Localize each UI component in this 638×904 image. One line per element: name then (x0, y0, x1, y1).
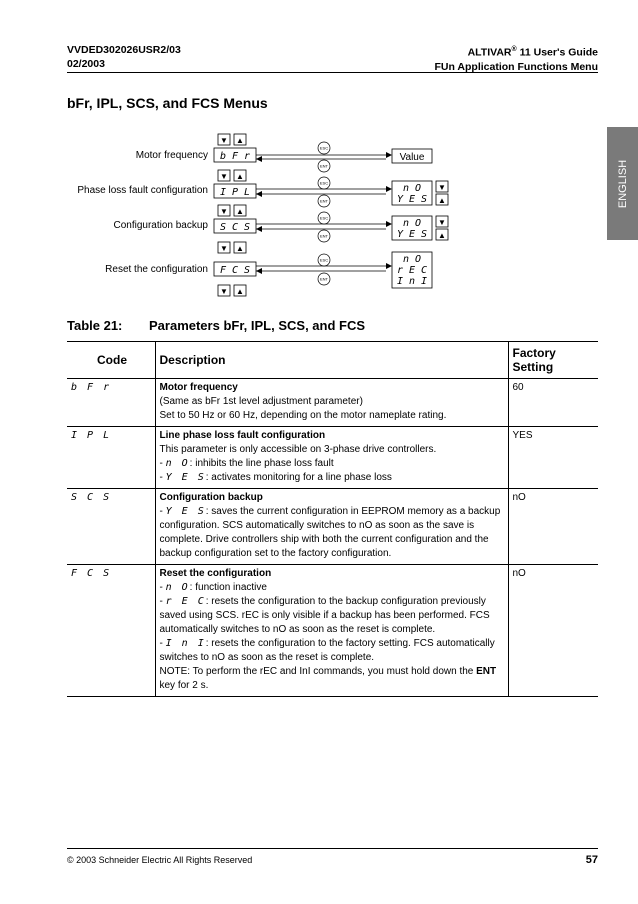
description-cell (155, 565, 508, 697)
down-arrow-icon: ▼ (438, 218, 446, 227)
option-value: n O (402, 183, 422, 194)
table-row (67, 427, 598, 489)
down-arrow-icon: ▼ (220, 244, 228, 253)
description-line: This parameter is only accessible on 3-phase drive controllers. (159, 444, 437, 455)
diagram-row-fcs (105, 242, 432, 296)
description-line: (Same as bFr 1st level adjustment parameter) (159, 396, 363, 407)
value-label: Value (399, 152, 425, 163)
parameters-table (67, 341, 598, 697)
table-header-row (67, 342, 598, 379)
option-value: n O (402, 218, 422, 229)
parameter-name: Line phase loss fault configuration (159, 430, 326, 441)
down-arrow-icon: ▼ (220, 172, 228, 181)
option-value: Y E S (396, 194, 428, 205)
table-row (67, 489, 598, 565)
up-arrow-icon: ▲ (236, 244, 244, 253)
code-cell: b F r (67, 379, 155, 427)
esc-key-label: ESC (319, 215, 329, 221)
table-title: Parameters bFr, IPL, SCS, and FCS (149, 318, 366, 333)
esc-key-label: ESC (319, 145, 329, 151)
doc-date: 02/2003 (67, 58, 105, 70)
factory-setting-cell: YES (508, 427, 598, 489)
guide-title (434, 43, 598, 60)
copyright: © 2003 Schneider Electric All Rights Reserved (67, 855, 253, 865)
header-right (434, 43, 598, 74)
table-number: Table 21: (67, 318, 123, 333)
option-line: - Y E S: activates monitoring for a line phase loss (159, 472, 392, 483)
diagram-row-ipl (77, 170, 448, 207)
description-cell (155, 379, 508, 427)
ent-key-label: ENT (320, 233, 328, 239)
language-tab (607, 127, 638, 240)
down-arrow-icon: ▼ (220, 287, 228, 296)
footer-rule (67, 848, 598, 849)
option-line: - Y E S: saves the current configuration in EEPROM memory as a backup configuration. SCS automatically switches to nO as soon as the save is complete. Drive controllers ship with both the current configuration and the backup configuration set to the factory configuration. (159, 506, 501, 559)
column-header-description: Description (155, 342, 508, 379)
option-line: - n O: inhibits the line phase loss fault (159, 458, 334, 469)
down-arrow-icon: ▼ (438, 183, 446, 192)
option-value: n O (402, 254, 422, 265)
option-line: - I n I: resets the configuration to the factory setting. FCS automatically switches to nO as soon as the reset is complete. (159, 638, 495, 663)
chapter-title: FUn Application Functions Menu (434, 60, 598, 73)
option-line: - n O: function inactive (159, 582, 267, 593)
guide-title-text: 11 User's Guide (516, 46, 598, 59)
note-line: NOTE: To perform the rEC and InI commands, you must hold down the ENT key for 2 s. (159, 666, 497, 691)
registered-mark: ® (511, 46, 517, 53)
description-line: Set to 50 Hz or 60 Hz, depending on the motor nameplate rating. (159, 410, 447, 421)
up-arrow-icon: ▲ (438, 231, 446, 240)
parameter-name: Motor frequency (159, 382, 238, 393)
esc-key-label: ESC (319, 180, 329, 186)
description-cell (155, 427, 508, 489)
row-label: Configuration backup (113, 220, 208, 231)
up-arrow-icon: ▲ (236, 207, 244, 216)
down-arrow-icon: ▼ (220, 207, 228, 216)
brand-name: ALTIVAR (467, 46, 512, 59)
parameter-code-display: b F r (219, 151, 251, 162)
option-value: r E C (396, 265, 428, 276)
table-row (67, 565, 598, 697)
factory-setting-cell: 60 (508, 379, 598, 427)
ent-key-label: ENT (320, 163, 328, 169)
ent-key-label: ENT (320, 276, 328, 282)
parameter-code-display: I P L (219, 187, 251, 198)
option-line: - r E C: resets the configuration to the backup configuration previously saved using SCS. rEC is only visible if a backup has been performed. FCS automatically switches to nO as soon as the reset is complete. (159, 596, 490, 635)
option-value: I n I (396, 276, 428, 287)
option-value: Y E S (396, 229, 428, 240)
diagram-row-scs (113, 205, 448, 242)
factory-setting-cell: nO (508, 489, 598, 565)
table-row (67, 379, 598, 427)
code-cell: F C S (67, 565, 155, 697)
menu-navigation-diagram (0, 128, 470, 303)
code-cell: I P L (67, 427, 155, 489)
header-left (67, 43, 181, 71)
up-arrow-icon: ▲ (236, 172, 244, 181)
language-tab-label: ENGLISH (616, 159, 629, 208)
row-label: Motor frequency (135, 150, 208, 161)
parameter-code-display: F C S (219, 265, 251, 276)
doc-code: VVDED302026USR2/03 (67, 44, 181, 56)
parameter-code-display: S C S (219, 222, 251, 233)
description-cell (155, 489, 508, 565)
up-arrow-icon: ▲ (438, 196, 446, 205)
column-header-code: Code (67, 342, 155, 379)
up-arrow-icon: ▲ (236, 287, 244, 296)
row-label: Phase loss fault configuration (77, 185, 208, 196)
header-rule (67, 72, 598, 73)
code-cell: S C S (67, 489, 155, 565)
section-title: bFr, IPL, SCS, and FCS Menus (67, 95, 268, 111)
parameter-name: Configuration backup (159, 492, 263, 503)
diagram-row-bfr (136, 134, 432, 172)
column-header-factory-setting: Factory Setting (508, 342, 598, 379)
down-arrow-icon: ▼ (220, 136, 228, 145)
parameter-name: Reset the configuration (159, 568, 272, 579)
ent-key-label: ENT (320, 198, 328, 204)
factory-setting-cell: nO (508, 565, 598, 697)
up-arrow-icon: ▲ (236, 136, 244, 145)
page-number: 57 (585, 854, 598, 866)
esc-key-label: ESC (319, 257, 329, 263)
row-label: Reset the configuration (105, 264, 208, 275)
